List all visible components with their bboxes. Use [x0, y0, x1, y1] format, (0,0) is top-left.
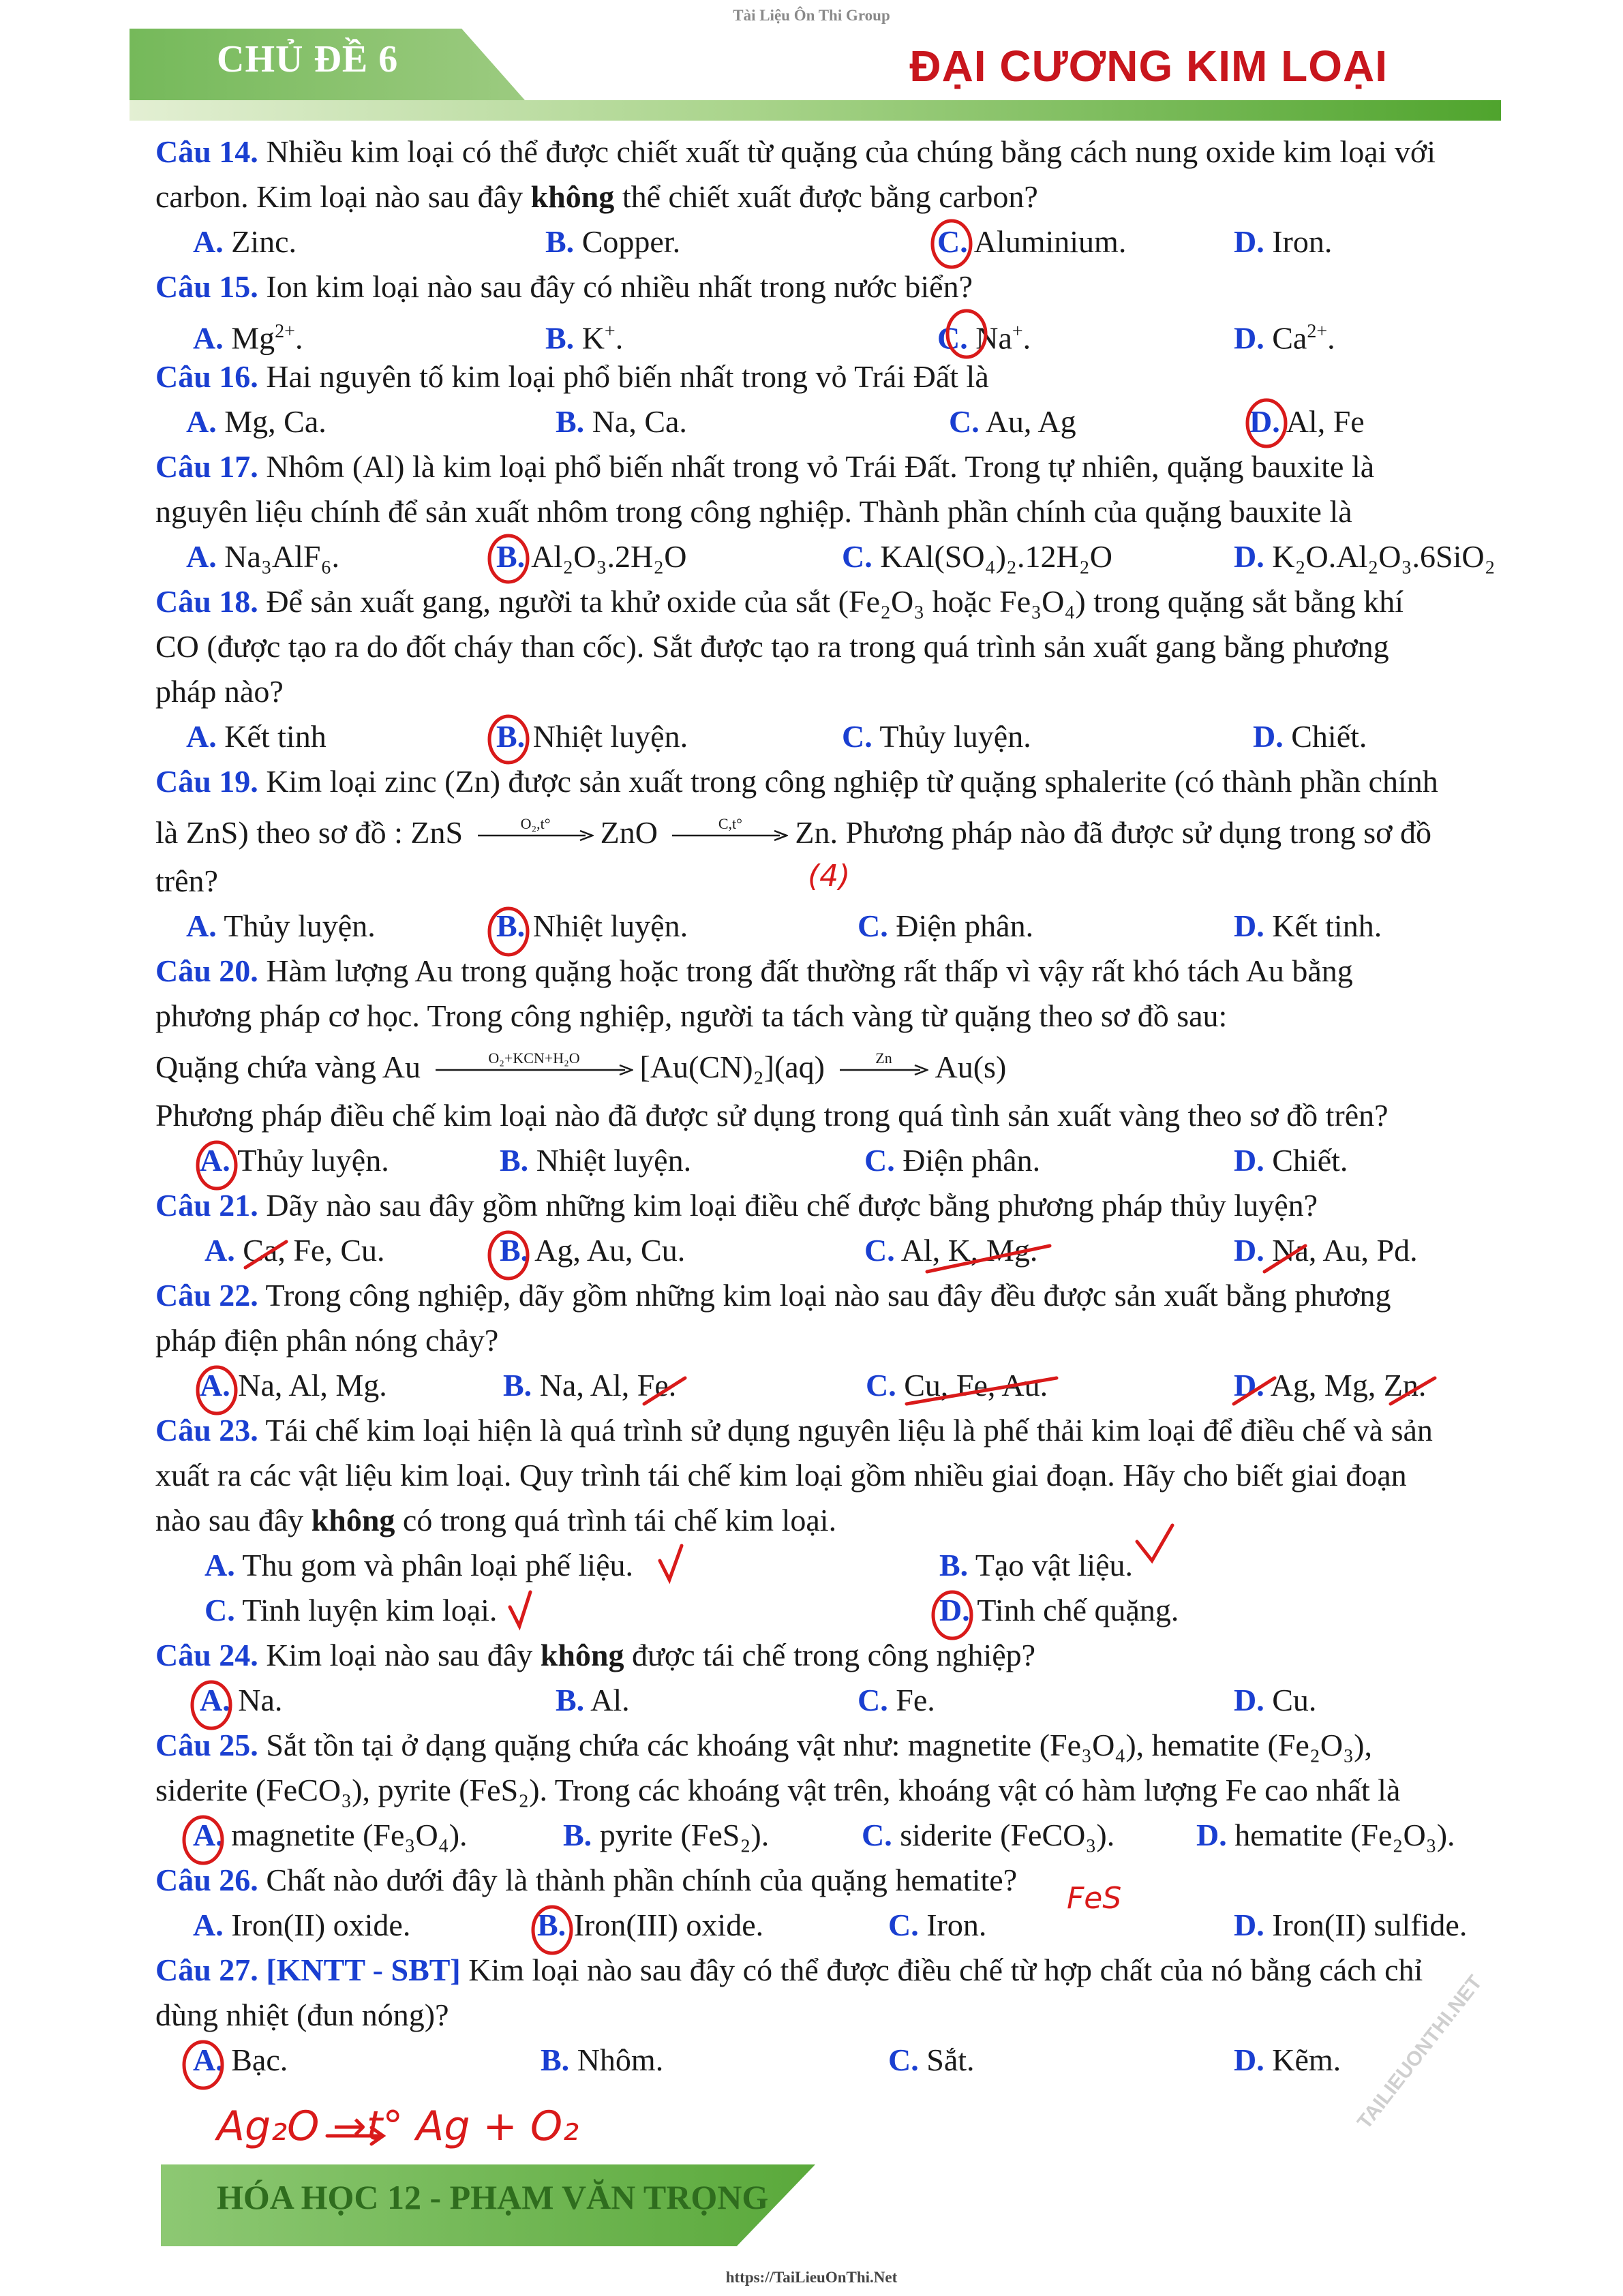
- arrow-label: C,t°: [718, 815, 742, 833]
- option-a[interactable]: A. Thủy luyện.: [200, 1143, 389, 1178]
- question-26: [155, 1858, 1505, 1903]
- question-text: Nhiều kim loại có thể được chiết xuất từ quặng của chúng bằng cách nung oxide kim loại với: [258, 134, 1436, 169]
- option-b[interactable]: B. Na, Al, Fe.: [503, 1368, 677, 1403]
- option-c[interactable]: C. Fe.: [858, 1683, 935, 1717]
- option-c[interactable]: C. Sắt.: [888, 2042, 975, 2077]
- question-number: Câu 27.: [155, 1953, 258, 1987]
- question-15: [155, 264, 1505, 309]
- options-row: [155, 219, 1505, 264]
- question-text-line: Phương pháp điều chế kim loại nào đã được sử dụng trong quá tình sản xuất vàng theo sơ đồ trên?: [155, 1098, 1389, 1133]
- question-text-line: pháp điện phân nóng chảy?: [155, 1323, 499, 1358]
- question-number: Câu 25.: [155, 1728, 258, 1762]
- option-b[interactable]: B. Iron(III) oxide.: [537, 1908, 764, 1942]
- handwritten-equation: Ag₂O →t° Ag + O₂: [217, 2102, 579, 2150]
- question-number: Câu 16.: [155, 359, 258, 394]
- question-27: [155, 1948, 1505, 1993]
- option-d[interactable]: D. Iron.: [1234, 224, 1333, 259]
- option-b[interactable]: B. Nhiệt luyện.: [500, 1143, 692, 1178]
- question-emphasis: không: [540, 1638, 624, 1672]
- question-text: Chất nào dưới đây là thành phần chính của quặng hematite?: [258, 1863, 1018, 1897]
- question-text: Kim loại nào sau đây có thể được điều chế từ hợp chất của nó bằng cách chỉ: [460, 1953, 1423, 1987]
- footer-title: HÓA HỌC 12 - PHẠM VĂN TRỌNG: [217, 2178, 769, 2216]
- option-d[interactable]: D. $Ca^{2+}$.: [1234, 320, 1335, 356]
- question-number: Câu 23.: [155, 1413, 258, 1448]
- option-b[interactable]: B. Al₂O₃.2H₂O: [496, 539, 687, 574]
- question-text: là ZnS) theo sơ đồ : ZnS: [155, 815, 464, 850]
- option-b[interactable]: B. Ag, Au, Cu.: [500, 1233, 686, 1268]
- option-d[interactable]: D. Al, Fe: [1249, 404, 1365, 439]
- reaction-arrow: [436, 1050, 633, 1077]
- reaction-scheme-line: [155, 804, 1505, 859]
- question-text: Tái chế kim loại hiện là quá trình sử dụng nguyên liệu là phế thải kim loại để điều chế và sản: [258, 1413, 1433, 1448]
- site-name: Tài Liệu Ôn Thi Group: [733, 7, 890, 24]
- question-text: có trong quá trình tái chế kim loại.: [395, 1503, 837, 1537]
- question-21: [155, 1183, 1505, 1228]
- option-a[interactable]: A. Na.: [200, 1683, 283, 1717]
- option-d[interactable]: D. K₂O.Al₂O₃.6SiO₂: [1234, 539, 1496, 574]
- question-16: [155, 354, 1505, 399]
- question-text-line: trên?: [155, 863, 218, 898]
- question-text: [Au(CN)₂](aq): [639, 1050, 825, 1084]
- option-a[interactable]: A. Thủy luyện.: [186, 908, 376, 943]
- question-20: [155, 949, 1505, 994]
- option-a[interactable]: A. Bạc.: [193, 2042, 288, 2077]
- question-number: Câu 24.: [155, 1638, 258, 1672]
- question-source: [KNTT - SBT]: [266, 1953, 461, 1987]
- question-22: [155, 1273, 1505, 1318]
- question-19: [155, 759, 1505, 804]
- option-c[interactable]: C. Aluminium.: [937, 224, 1127, 259]
- option-a[interactable]: A. magnetite (Fe₃O₄).: [193, 1818, 468, 1852]
- question-number: Câu 21.: [155, 1188, 258, 1223]
- question-text: ZnO: [600, 815, 658, 850]
- question-text: Hai nguyên tố kim loại phổ biến nhất trong vỏ Trái Đất là: [258, 359, 989, 394]
- option-d[interactable]: D. Chiết.: [1253, 719, 1367, 754]
- question-emphasis: không: [311, 1503, 395, 1537]
- question-text: Trong công nghiệp, dãy gồm những kim loại nào sau đây đều được sản xuất bằng phương: [258, 1278, 1391, 1313]
- option-a[interactable]: A. Thu gom và phân loại phế liệu.: [204, 1548, 633, 1582]
- question-text: thể chiết xuất được bằng carbon?: [614, 179, 1038, 214]
- question-text: nào sau đây: [155, 1503, 312, 1537]
- option-d[interactable]: D. Na, Au, Pd.: [1234, 1233, 1418, 1268]
- option-c[interactable]: C. Điện phân.: [858, 908, 1034, 943]
- option-d[interactable]: D. Chiết.: [1234, 1143, 1348, 1178]
- options-row: [155, 1138, 1505, 1183]
- option-a[interactable]: A. Ca, Fe, Cu.: [204, 1233, 385, 1268]
- option-a[interactable]: A. Kết tinh: [186, 719, 327, 754]
- question-text: Hàm lượng Au trong quặng hoặc trong đất thường rất thấp vì vậy rất khó tách Au bằng: [258, 953, 1353, 988]
- options-row: [155, 1813, 1505, 1858]
- question-25: [155, 1723, 1505, 1768]
- option-b[interactable]: B. Nhiệt luyện.: [496, 719, 688, 754]
- question-text: Để sản xuất gang, người ta khử oxide của sắt (Fe₂O₃ hoặc Fe₃O₄) trong quặng sắt bằng khí: [258, 584, 1404, 619]
- option-d[interactable]: D. Tinh chế quặng.: [939, 1593, 1179, 1627]
- option-c[interactable]: C. Iron.: [888, 1908, 987, 1942]
- question-number: Câu 26.: [155, 1863, 258, 1897]
- option-a[interactable]: A. Na, Al, Mg.: [200, 1368, 387, 1403]
- reaction-arrow: [478, 815, 594, 842]
- options-row: [155, 1363, 1505, 1408]
- question-number: Câu 22.: [155, 1278, 258, 1313]
- option-c[interactable]: C. Al, K, Mg.: [864, 1233, 1038, 1268]
- question-24: [155, 1633, 1505, 1678]
- question-text: Au(s): [935, 1050, 1007, 1084]
- question-number: Câu 20.: [155, 953, 258, 988]
- option-d[interactable]: D. Cu.: [1234, 1683, 1317, 1717]
- reaction-scheme-line: [155, 1039, 1505, 1093]
- question-23: [155, 1408, 1505, 1453]
- handwritten-note: (4): [808, 859, 851, 893]
- options-row: [155, 534, 1505, 579]
- option-d[interactable]: D. hematite (Fe₂O₃).: [1196, 1818, 1455, 1852]
- option-b[interactable]: B. Tạo vật liệu.: [939, 1548, 1134, 1582]
- option-b[interactable]: B. Copper.: [545, 224, 681, 259]
- footer-url[interactable]: https://TaiLieuOnThi.Net: [725, 2269, 898, 2286]
- question-text-line: [155, 1498, 1505, 1543]
- question-text-line: xuất ra các vật liệu kim loại. Quy trình tái chế kim loại gồm nhiều giai đoạn. Hãy cho biết giai đoạn: [155, 1458, 1407, 1493]
- handwritten-note: FeS: [1067, 1881, 1122, 1916]
- question-18: [155, 579, 1505, 624]
- option-c[interactable]: C. Tinh luyện kim loại.: [204, 1593, 498, 1627]
- watermark: TAILIEUONTHI.NET: [1353, 1971, 1487, 2134]
- option-c[interactable]: C. Au, Ag: [949, 404, 1076, 439]
- option-c[interactable]: C. KAl(SO₄)₂.12H₂O: [842, 539, 1112, 574]
- arrow-label: O₂,t°: [520, 815, 551, 833]
- option-d[interactable]: D. Iron(II) sulfide.: [1234, 1908, 1468, 1942]
- question-number: Câu 14.: [155, 134, 258, 169]
- option-b[interactable]: B. Na, Ca.: [556, 404, 687, 439]
- reaction-arrow: [672, 815, 788, 842]
- option-b[interactable]: B. Nhôm.: [541, 2042, 664, 2077]
- option-b[interactable]: B. K+.: [545, 320, 624, 356]
- option-d[interactable]: D. Kết tinh.: [1234, 908, 1382, 943]
- options-row: [155, 309, 1505, 354]
- question-text-line: nguyên liệu chính để sản xuất nhôm trong công nghiệp. Thành phần chính của quặng bauxite là: [155, 494, 1352, 529]
- arrow-icon: [327, 2128, 383, 2144]
- question-text: Sắt tồn tại ở dạng quặng chứa các khoáng vật như: magnetite (Fe₃O₄), hematite (Fe₂O₃),: [258, 1728, 1372, 1762]
- question-text: Quặng chứa vàng Au: [155, 1050, 421, 1084]
- question-emphasis: không: [530, 179, 615, 214]
- question-text-line: phương pháp cơ học. Trong công nghiệp, người ta tách vàng từ quặng theo sơ đồ sau:: [155, 998, 1228, 1033]
- option-b[interactable]: B. Al.: [556, 1683, 630, 1717]
- question-text: carbon. Kim loại nào sau đây: [155, 179, 531, 214]
- option-b[interactable]: B. Nhiệt luyện.: [496, 908, 688, 943]
- question-text-line: siderite (FeCO₃), pyrite (FeS₂). Trong các khoáng vật trên, khoáng vật có hàm lượng Fe cao nhất là: [155, 1773, 1401, 1807]
- question-text-line: [155, 174, 1505, 219]
- question-text-line: CO (được tạo ra do đốt cháy than cốc). Sắt được tạo ra trong quá trình sản xuất gang bằng phương: [155, 629, 1389, 664]
- options-row: [155, 1543, 1505, 1588]
- options-row: [155, 399, 1505, 444]
- question-list: [155, 129, 1505, 2083]
- question-number: Câu 18.: [155, 584, 258, 619]
- option-c[interactable]: C. Na+.: [937, 320, 1031, 356]
- question-14: [155, 129, 1505, 174]
- question-text: Nhôm (Al) là kim loại phổ biến nhất trong vỏ Trái Đất. Trong tự nhiên, quặng bauxite là: [258, 449, 1375, 484]
- question-text: Kim loại nào sau đây: [258, 1638, 541, 1672]
- question-text: Dãy nào sau đây gồm những kim loại điều chế được bằng phương pháp thủy luyện?: [258, 1188, 1318, 1223]
- option-b[interactable]: B. pyrite (FeS₂).: [563, 1818, 770, 1852]
- topic-title: ĐẠI CƯƠNG KIM LOẠI: [909, 42, 1388, 91]
- option-a[interactable]: A. Iron(II) oxide.: [193, 1908, 411, 1942]
- question-number: Câu 15.: [155, 269, 258, 304]
- option-a[interactable]: A. $Mg^{2+}$.: [193, 320, 303, 356]
- reaction-arrow: [840, 1050, 928, 1077]
- options-row: [155, 904, 1505, 949]
- option-c[interactable]: C. Cu, Fe, Au.: [866, 1368, 1048, 1403]
- option-a[interactable]: A. Mg, Ca.: [186, 404, 327, 439]
- option-a[interactable]: A. Na₃AlF₆.: [186, 539, 340, 574]
- option-c[interactable]: C. siderite (FeCO₃).: [862, 1818, 1115, 1852]
- options-row: [155, 1588, 1505, 1633]
- options-row: [155, 1903, 1505, 1948]
- options-row: [155, 1678, 1505, 1723]
- topic-label: CHỦ ĐỀ 6: [217, 38, 399, 80]
- question-text: Kim loại zinc (Zn) được sản xuất trong công nghiệp từ quặng sphalerite (có thành phần chính: [258, 764, 1438, 799]
- question-text: Ion kim loại nào sau đây có nhiều nhất trong nước biển?: [258, 269, 973, 304]
- question-text-line: pháp nào?: [155, 674, 284, 709]
- options-row: [155, 714, 1505, 759]
- arrow-label: O₂+KCN+H₂O: [488, 1050, 580, 1067]
- header-stripe: [130, 100, 1501, 121]
- option-d[interactable]: D. Kẽm.: [1234, 2042, 1341, 2077]
- options-row: [155, 2038, 1505, 2083]
- question-text: Zn. Phương pháp nào đã được sử dụng trong sơ đồ: [795, 815, 1431, 850]
- question-text-line: dùng nhiệt (đun nóng)?: [155, 1997, 449, 2032]
- option-d[interactable]: D. Ag, Mg, Zn.: [1234, 1368, 1427, 1403]
- option-c[interactable]: C. Điện phân.: [864, 1143, 1041, 1178]
- question-number: Câu 17.: [155, 449, 258, 484]
- question-17: [155, 444, 1505, 489]
- question-number: Câu 19.: [155, 764, 258, 799]
- question-text: được tái chế trong công nghiệp?: [624, 1638, 1036, 1672]
- options-row: [155, 1228, 1505, 1273]
- option-a[interactable]: A. Zinc.: [193, 224, 297, 259]
- arrow-label: Zn: [875, 1050, 892, 1067]
- option-c[interactable]: C. Thủy luyện.: [842, 719, 1031, 754]
